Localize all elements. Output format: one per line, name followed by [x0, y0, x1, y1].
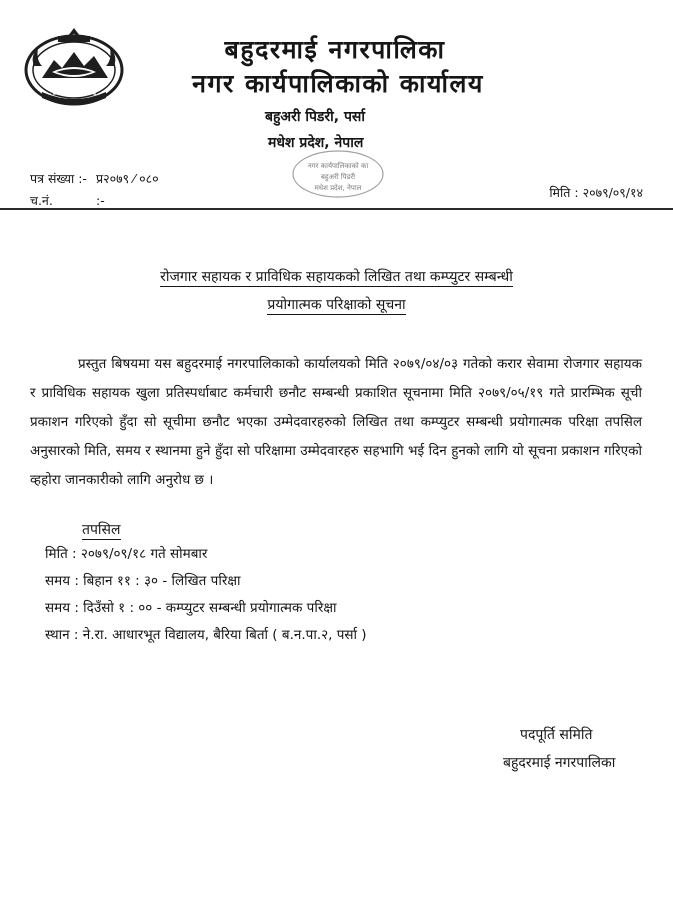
letter-date-value: २०७९/०९/१४: [582, 185, 643, 200]
details-heading: तपसिल: [82, 522, 121, 538]
written-exam-time: समय : बिहान ११ : ३० - लिखित परिक्षा: [45, 573, 241, 589]
dispatch-number-label: च.नं.: [30, 193, 53, 208]
letter-number-label: पत्र संख्या :-: [30, 171, 87, 186]
header-divider: [0, 208, 673, 210]
letter-date-label: मिति :: [549, 185, 579, 200]
exam-date: मिति : २०७९/०९/१८ गते सोमबार: [45, 546, 208, 562]
body-paragraph: प्रस्तुत बिषयमा यस बहुदरमाई नगरपालिकाको कार्यालयको मिति २०७९/०४/०३ गतेको करार सेवामा रोजगार सहायक र प्राविधिक सहायक खुला प्रतिस्पर्धाबाट कर्मचारी छनौट सम्बन्धी प्रकाशित सूचनामा मिति २०७९/०५/१९ गते प्रारम्भिक सूची प्रकाशन गरिएको हुँदा सो सूचीमा छनौट भएका उम्मेदवारहरुको लिखित तथा कम्प्युटर सम्बन्धी प्रयोगात्मक परिक्षा तपसिल अनुसारको मिति, समय र स्थानमा हुने हुँदा सो परिक्षामा उम्मेदवारहरु सहभागि भई दिन हुनको लागि यो सूचना प्रकाशन गरिएको व्हहोरा जानकारीको लागि अनुरोध छ ।: [30, 356, 642, 488]
subject-line-1: [0, 267, 673, 286]
office-name: नगर कार्यपालिकाको कार्यालय: [192, 69, 484, 98]
svg-text:बहुअरी पिडरी: बहुअरी पिडरी: [320, 173, 356, 181]
svg-text:मधेश प्रदेश, नेपाल: मधेश प्रदेश, नेपाल: [314, 184, 362, 192]
signature-committee: पदपूर्ति समिति: [520, 727, 593, 743]
subject-line-2-text: प्रयोगात्मक परिक्षाको सूचना: [267, 297, 406, 313]
computer-exam-time: समय : दिउँसो १ : ०० - कम्प्युटर सम्बन्धी प्रयोगात्मक परिक्षा: [45, 600, 337, 616]
exam-venue: स्थान : ने.रा. आधारभूत विद्यालय, बैरिया बिर्ता ( ब.न.पा.२, पर्सा ): [45, 627, 367, 643]
letter-date: [549, 184, 643, 201]
dispatch-number: [30, 192, 105, 209]
address-line-1: बहुअरी पिडरी, पर्सा: [265, 109, 366, 125]
subject-line-2: [0, 295, 673, 314]
office-seal-stamp: [290, 148, 386, 200]
letter-number: [30, 170, 159, 187]
subject-line-1-text: रोजगार सहायक र प्राविधिक सहायकको लिखित तथा कम्प्युटर सम्बन्धी: [160, 269, 513, 285]
svg-text:नगर कार्यपालिकाको का: नगर कार्यपालिकाको का: [307, 162, 369, 170]
signature-org: बहुदरमाई नगरपालिका: [503, 755, 616, 771]
address-line-2: मधेश प्रदेश, नेपाल: [268, 135, 364, 151]
org-name: बहुदरमाई नगरपालिका: [224, 35, 446, 64]
letter-number-value: प्र२०७९ ⁄ ०८०: [95, 171, 159, 186]
nepal-emblem-logo: [22, 26, 126, 108]
dispatch-number-value: :-: [95, 193, 105, 208]
